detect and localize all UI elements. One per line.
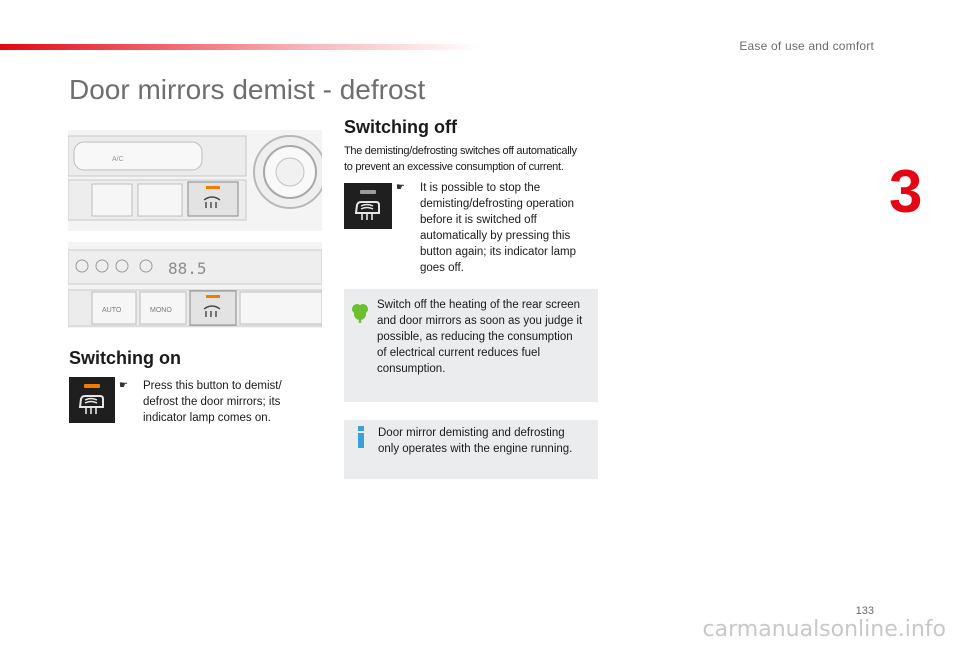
bullet-arrow-icon: ☛ [396,182,405,193]
ac-label: A/C [112,156,124,163]
info-note-box [344,420,598,479]
mono-label: MONO [150,307,172,314]
switching-off-heading: Switching off [344,117,457,137]
switching-off-text: It is possible to stop the demisting/defrosting operation before it is switched off automatically by pressing this button again; its indicator lamp goes off. [420,182,576,274]
chapter-number: 3 [889,158,923,225]
auto-label: AUTO [102,307,122,314]
switching-on-heading: Switching on [69,348,181,368]
control-panel-photo-manual [68,130,322,231]
bullet-arrow-icon: ☛ [119,380,128,391]
control-panel-photo-automatic [68,242,322,328]
indicator-lamp-on [206,295,220,298]
mirror-defrost-button-on-icon [69,377,115,423]
section-header: Ease of use and comfort [739,39,874,53]
tree-icon [350,302,370,324]
eco-note-box [344,289,598,402]
header-accent-bar [0,44,480,50]
page-title: Door mirrors demist - defrost [69,74,426,105]
eco-note-text: Switch off the heating of the rear screen and door mirrors as soon as you judge it possible, as reducing the consumption of electrical current reduces fuel consumption. [377,299,583,375]
mirror-defrost-button-off-icon [344,183,392,229]
page-number: 133 [855,605,874,617]
info-note-text: Door mirror demisting and defrosting only operates with the engine running. [378,427,573,455]
info-icon [355,426,367,448]
switching-on-text: Press this button to demist/ defrost the door mirrors; its indicator lamp comes on. [143,380,282,424]
indicator-lamp-on [206,186,220,189]
switching-off-intro: The demisting/defrosting switches off automatically to prevent an excessive consumption of current. [344,145,577,173]
watermark: carmanualsonline.info [702,617,946,642]
temperature-display: 88.5 [168,259,207,278]
